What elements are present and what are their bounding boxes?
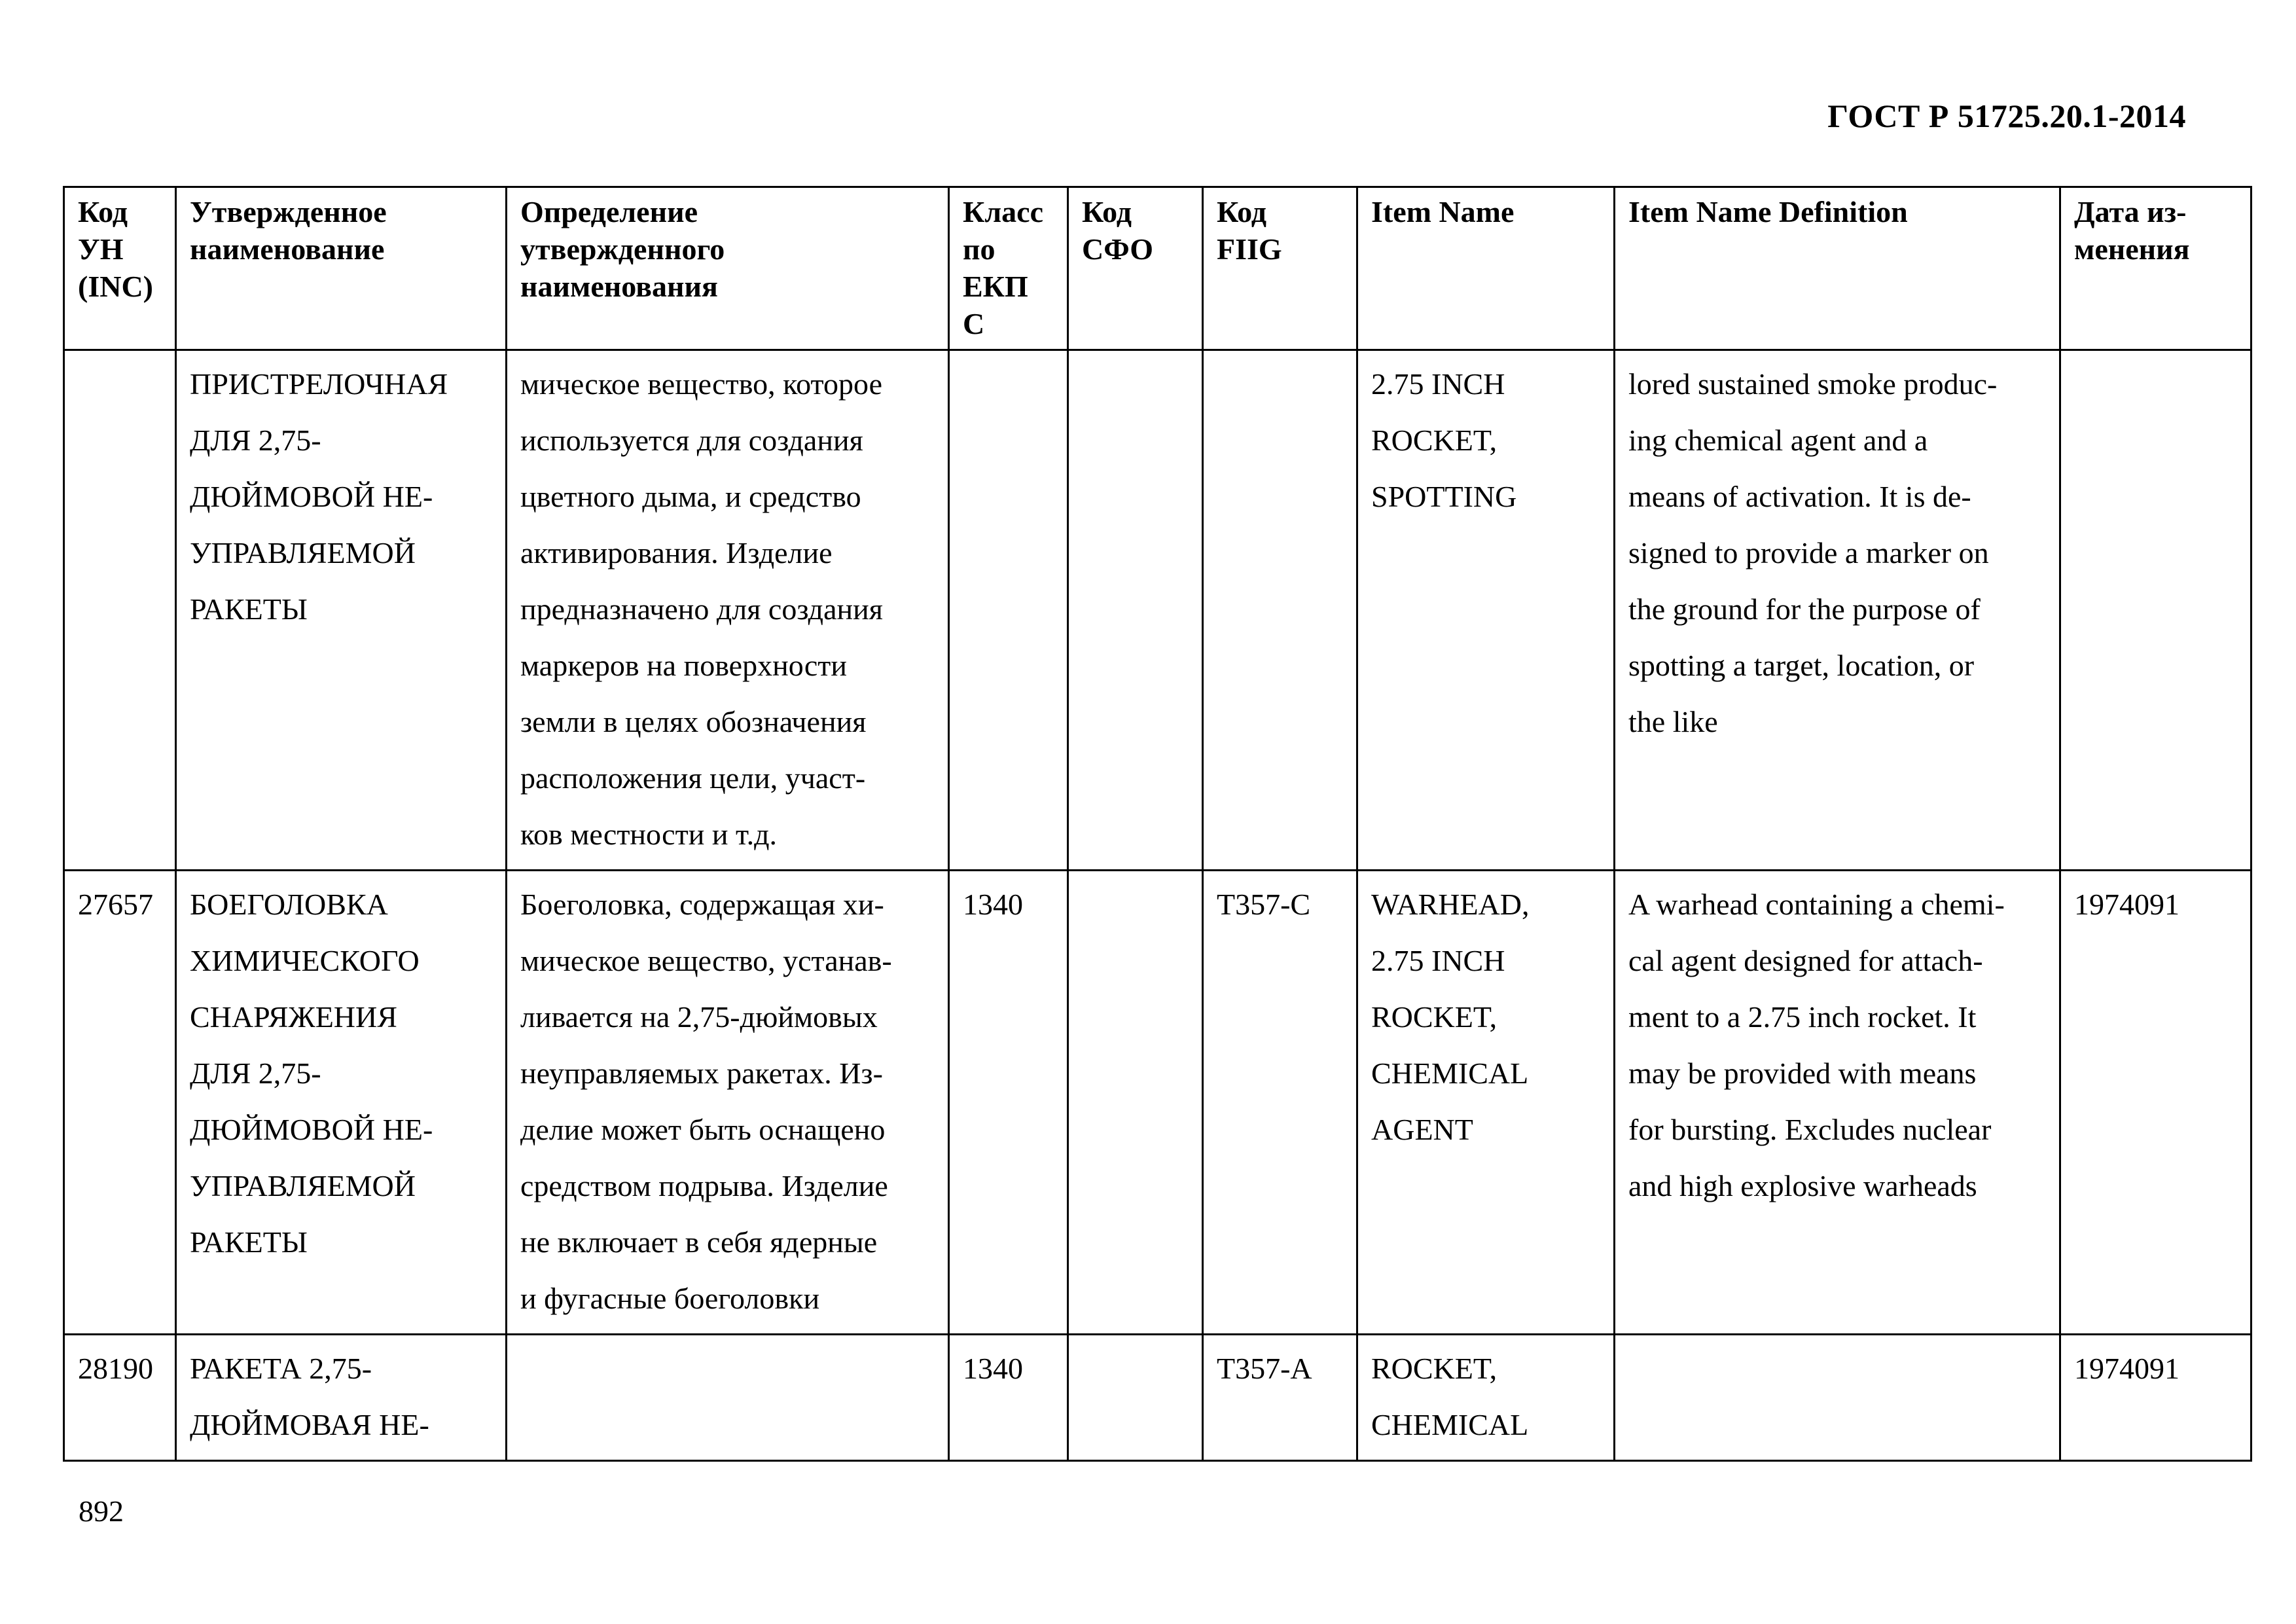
cell-class: 1340: [949, 1335, 1068, 1461]
header-item-name: Item Name: [1357, 187, 1615, 350]
cell-fiig-code: T357-C: [1203, 871, 1357, 1335]
document-standard-code: ГОСТ Р 51725.20.1-2014: [1827, 98, 2186, 134]
header-change-date: Дата из- менения: [2060, 187, 2251, 350]
cell-item-name-definition: [1615, 1335, 2060, 1461]
cell-approved-name: ПРИСТРЕЛОЧНАЯ ДЛЯ 2,75- ДЮЙМОВОЙ НЕ- УПРАВЛЯЕМОЙ РАКЕТЫ: [176, 350, 507, 871]
cell-approved-name-definition: Боеголовка, содержащая хи- мическое вещество, устанав- ливается на 2,75-дюймовых неуправляемых ракетах. Из- делие может быть оснащено средством подрыва. Изделие не включает в себя ядерные и фугасные боеголовки: [507, 871, 949, 1335]
cell-fiig-code: [1203, 350, 1357, 871]
cell-approved-name-definition: мическое вещество, которое используется для создания цветного дыма, и средство активирования. Изделие предназначено для создания маркеров на поверхности земли в целях обозначения расположения цели, участ- ков местности и т.д.: [507, 350, 949, 871]
item-name-table: [63, 186, 2252, 1462]
cell-change-date: 1974091: [2060, 1335, 2251, 1461]
header-approved-name: Утвержденное наименование: [176, 187, 507, 350]
cell-item-name-definition: A warhead containing a chemi- cal agent designed for attach- ment to a 2.75 inch rocket. It may be provided with means for bursting. Excludes nuclear and high explosive warheads: [1615, 871, 2060, 1335]
cell-approved-name: РАКЕТА 2,75- ДЮЙМОВАЯ НЕ-: [176, 1335, 507, 1461]
header-approved-name-definition: Определение утвержденного наименования: [507, 187, 949, 350]
header-item-name-definition: Item Name Definition: [1615, 187, 2060, 350]
table-header-row: [64, 187, 2251, 350]
cell-item-name: WARHEAD, 2.75 INCH ROCKET, CHEMICAL AGENT: [1357, 871, 1615, 1335]
cell-inc-code: [64, 350, 176, 871]
header-inc-code: Код УН (INC): [64, 187, 176, 350]
cell-change-date: [2060, 350, 2251, 871]
cell-class: [949, 350, 1068, 871]
cell-class: 1340: [949, 871, 1068, 1335]
cell-fiig-code: T357-A: [1203, 1335, 1357, 1461]
header-class: Класс по ЕКП С: [949, 187, 1068, 350]
header-fiig-code: Код FIIG: [1203, 187, 1357, 350]
cell-sfo-code: [1068, 350, 1203, 871]
cell-sfo-code: [1068, 871, 1203, 1335]
cell-sfo-code: [1068, 1335, 1203, 1461]
cell-inc-code: 27657: [64, 871, 176, 1335]
cell-item-name-definition: lored sustained smoke produc- ing chemical agent and a means of activation. It is de- signed to provide a marker on the ground for the purpose of spotting a target, location, or the like: [1615, 350, 2060, 871]
table-row: [64, 871, 2251, 1335]
cell-item-name: 2.75 INCH ROCKET, SPOTTING: [1357, 350, 1615, 871]
header-sfo-code: Код СФО: [1068, 187, 1203, 350]
cell-item-name: ROCKET, CHEMICAL: [1357, 1335, 1615, 1461]
cell-change-date: 1974091: [2060, 871, 2251, 1335]
table-row: [64, 1335, 2251, 1461]
cell-inc-code: 28190: [64, 1335, 176, 1461]
cell-approved-name-definition: [507, 1335, 949, 1461]
cell-approved-name: БОЕГОЛОВКА ХИМИЧЕСКОГО СНАРЯЖЕНИЯ ДЛЯ 2,75- ДЮЙМОВОЙ НЕ- УПРАВЛЯЕМОЙ РАКЕТЫ: [176, 871, 507, 1335]
page-number: 892: [79, 1494, 124, 1528]
table-row: [64, 350, 2251, 871]
